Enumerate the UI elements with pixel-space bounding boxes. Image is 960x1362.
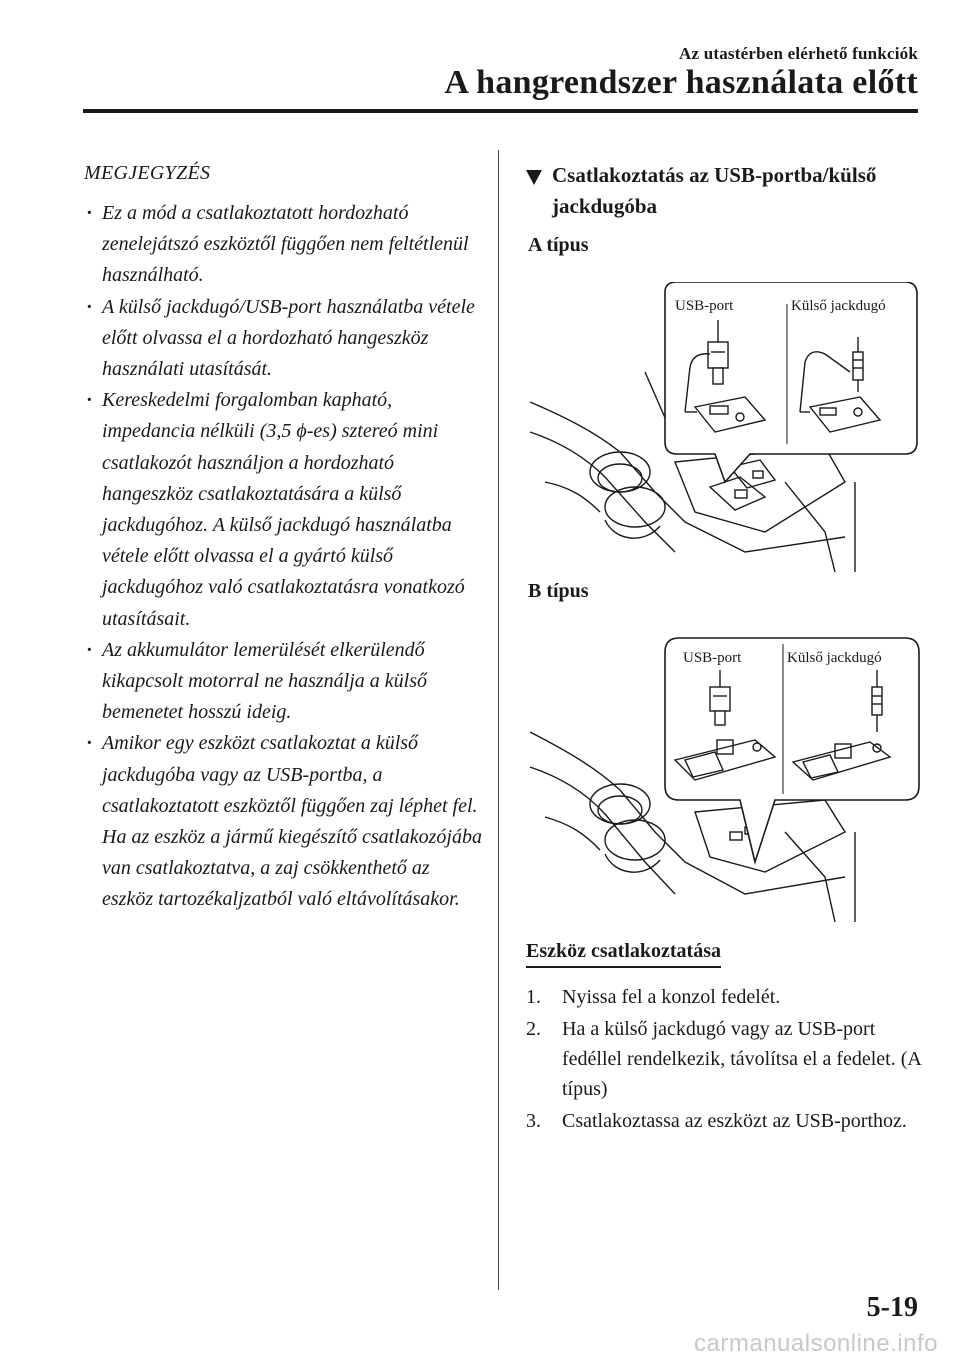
connect-device-heading: Eszköz csatlakoztatása: [526, 940, 721, 968]
step-text: Csatlakoztassa az eszközt az USB-porthoz.: [562, 1110, 907, 1132]
step-item: [526, 1014, 921, 1104]
step-number: 3.: [526, 1110, 541, 1132]
steps-list: [526, 982, 921, 1138]
note-list: [84, 198, 484, 916]
step-item: [526, 982, 921, 1012]
page-number: 5-19: [866, 1292, 918, 1323]
figure-type-a: [525, 282, 921, 572]
note-item: · Az akkumulátor lemerülését elkerülendő kikapcsolt motorral ne használja a külső bemenetet hosszú ideig.: [84, 635, 484, 729]
watermark: carmanualsonline.info: [694, 1330, 938, 1357]
type-b-label: B típus: [528, 580, 589, 602]
step-text: Nyissa fel a konzol fedelét.: [562, 986, 781, 1008]
step-item: [526, 1106, 921, 1136]
header-rule: [83, 109, 918, 113]
section-marker-icon: [526, 170, 542, 185]
note-item: · Amikor egy eszközt csatlakoztat a külső jackdugóba vagy az USB-portba, a csatlakoztatott eszköztől függően zaj léphet fel. Ha az eszköz a jármű kiegészítő csatlakozójába van csatlakoztatva, a zaj csökkenthető az eszköz tartozékaljzatból való eltávolításakor.: [84, 728, 484, 915]
type-a-label: A típus: [528, 234, 589, 256]
figure-type-b: [525, 632, 921, 922]
note-item: · Ez a mód a csatlakoztatott hordozható zenelejátszó eszköztől függően nem feltétlenül használható.: [84, 198, 484, 292]
step-text: Ha a külső jackdugó vagy az USB-port fedéllel rendelkezik, távolítsa el a fedelet. (A típus): [562, 1018, 921, 1100]
section-title: Csatlakoztatás az USB-portba/külső jackdugóba: [552, 163, 877, 218]
external-jack-label: Külső jackdugó: [791, 298, 886, 314]
usb-port-label: USB-port: [675, 298, 734, 314]
note-heading: MEGJEGYZÉS: [84, 162, 211, 184]
step-number: 2.: [526, 1018, 541, 1040]
page-title: A hangrendszer használata előtt: [444, 64, 918, 101]
note-item: · Kereskedelmi forgalomban kapható, impedancia nélküli (3,5 ϕ-es) sztereó mini csatlakozót használjon a hordozható hangeszköz csatlakoztatására a külső jackdugóhoz. A külső jackdugó használatba vétele előtt olvassa el a gyártó külső jackdugóhoz való csatlakoztatásra vonatkozó utasításait.: [84, 385, 484, 635]
column-divider: [498, 150, 499, 1290]
chapter-title: Az utastérben elérhető funkciók: [679, 44, 918, 63]
usb-port-label: USB-port: [683, 650, 742, 666]
external-jack-label: Külső jackdugó: [787, 650, 882, 666]
note-item: · A külső jackdugó/USB-port használatba vétele előtt olvassa el a hordozható hangeszköz használati utasítását.: [84, 292, 484, 386]
step-number: 1.: [526, 986, 541, 1008]
